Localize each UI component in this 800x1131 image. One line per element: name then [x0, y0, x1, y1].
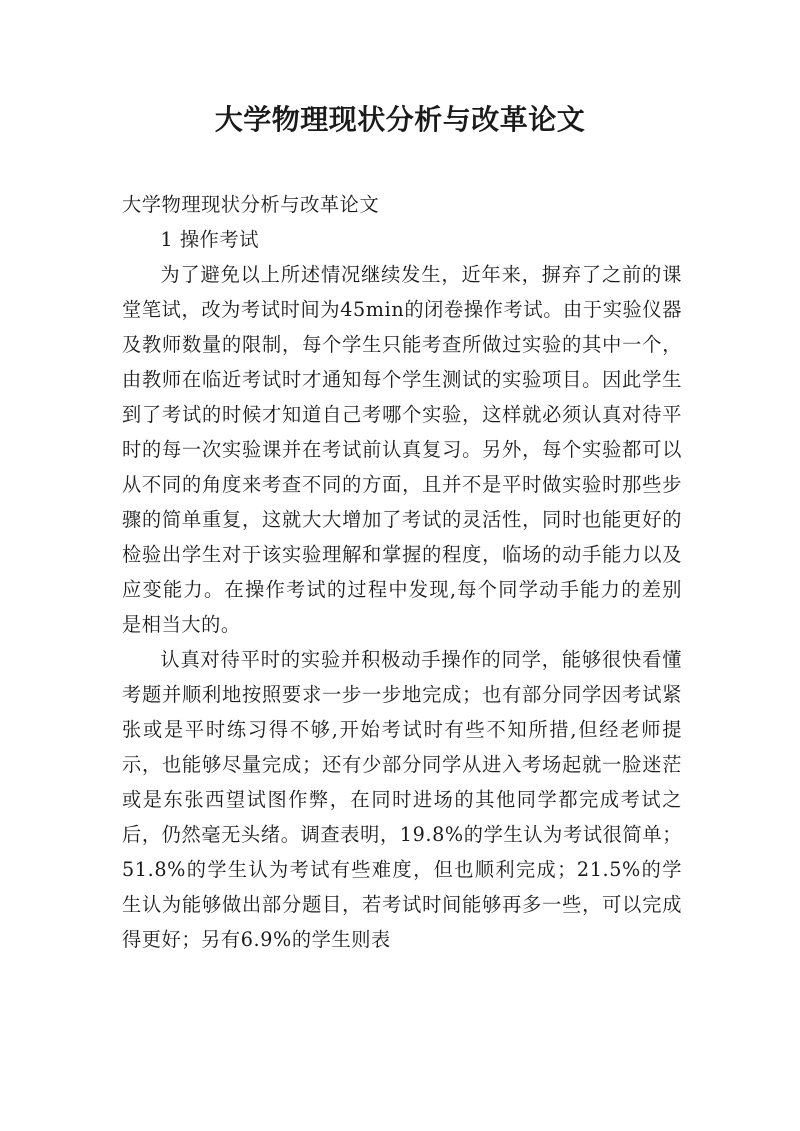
document-title: 大学物理现状分析与改革论文 — [214, 103, 586, 136]
paragraph: 为了避免以上所述情况继续发生，近年来，摒弃了之前的课堂笔试，改为考试时间为45min的闭卷操作考试。由于实验仪器及教师数量的限制，每个学生只能考查所做过实验的其中一个，由教师在临近考试时才通知每个学生测试的实验项目。因此学生到了考试的时候才知道自己考哪个实验，这样就必须认真对待平时的每一次实验课并在考试前认真复习。另外，每个实验都可以从不同的角度来考查不同的方面，且并不是平时做实验时那些步骤的简单重复，这就大大增加了考试的灵活性，同时也能更好的检验出学生对于该实验理解和掌握的程度，临场的动手能力以及应变能力。在操作考试的过程中发现,每个同学动手能力的差别是相当大的。 — [122, 263, 682, 636]
document-body — [122, 187, 682, 957]
paragraph: 认真对待平时的实验并积极动手操作的同学，能够很快看懂考题并顺利地按照要求一步一步地完成；也有部分同学因考试紧张或是平时练习得不够,开始考试时有些不知所措,但经老师提示，也能够尽量完成；还有少部分同学从进入考场起就一脸迷茫或是东张西望试图作弊，在同时进场的其他同学都完成考试之后，仍然毫无头绪。调查表明，19.8%的学生认为考试很简单；51.8%的学生认为考试有些难度，但也顺利完成；21.5%的学生认为能够做出部分题目，若考试时间能够再多一些，可以完成得更好；另有6.9%的学生则表 — [122, 648, 682, 951]
section-heading: 1 操作考试 — [160, 228, 260, 251]
document-subtitle: 大学物理现状分析与改革论文 — [122, 193, 380, 216]
